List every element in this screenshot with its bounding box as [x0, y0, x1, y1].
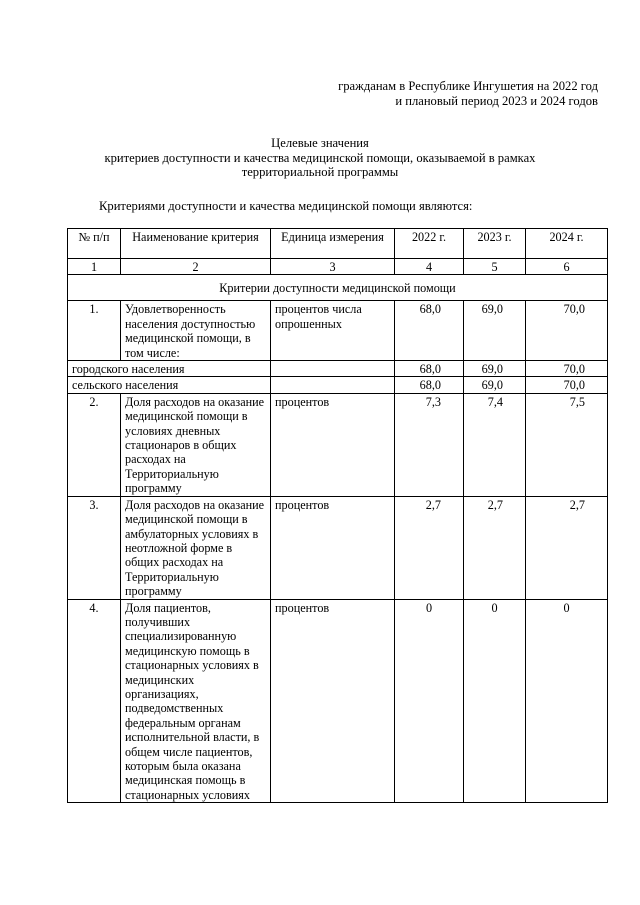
table-row	[68, 496, 608, 599]
header-cell-2024: 2024 г.	[526, 229, 608, 259]
col-number-cell: 3	[271, 259, 395, 275]
intro-text: Критериями доступности и качества медицинской помощи являются:	[99, 199, 473, 213]
row-value-2024: 70,0	[526, 301, 608, 361]
page-header	[338, 79, 598, 109]
row-num: 2.	[68, 393, 121, 496]
row-num: 1.	[68, 301, 121, 361]
header-line-2: и плановый период 2023 и 2024 годов	[395, 94, 598, 108]
row-value-2024: 70,0	[526, 377, 608, 393]
row-value-2024: 70,0	[526, 361, 608, 377]
table-row	[68, 361, 608, 377]
row-name: Доля расходов на оказание медицинской помощи в условиях дневных стационаров в общих расходах на Территориальную программу	[121, 393, 271, 496]
header-cell-num: № п/п	[68, 229, 121, 259]
row-value-2022: 68,0	[395, 377, 464, 393]
row-unit	[271, 361, 395, 377]
row-value-2023: 2,7	[464, 496, 526, 599]
title-line-3: территориальной программы	[241, 165, 399, 180]
header-cell-2022: 2022 г.	[395, 229, 464, 259]
row-unit	[271, 377, 395, 393]
row-unit: процентов	[271, 496, 395, 599]
row-value-2022: 2,7	[395, 496, 464, 599]
row-value-2023: 69,0	[464, 361, 526, 377]
row-name: Доля пациентов, получивших специализированную медицинскую помощь в стационарных условиях в медицинских организациях, подведомственных федеральным органам исполнительной власти, в общем числе пациентов, которым была оказана медицинская помощь в стационарных условиях	[121, 599, 271, 803]
title-line-2: критериев доступности и качества медицинской помощи, оказываемой в рамках	[104, 150, 536, 165]
col-number-cell: 4	[395, 259, 464, 275]
row-name: Удовлетворенность населения доступностью медицинской помощи, в том числе:	[121, 301, 271, 361]
row-value-2022: 68,0	[395, 361, 464, 377]
row-num: 4.	[68, 599, 121, 803]
table-header-row	[68, 229, 608, 259]
row-value-2023: 69,0	[464, 377, 526, 393]
header-cell-name: Наименование критерия	[121, 229, 271, 259]
column-number-row	[68, 259, 608, 275]
row-value-2023: 7,4	[464, 393, 526, 496]
row-unit: процентов числа опрошенных	[271, 301, 395, 361]
section-row	[68, 275, 608, 301]
row-value-2022: 0	[395, 599, 464, 803]
col-number-cell: 6	[526, 259, 608, 275]
row-value-2022: 7,3	[395, 393, 464, 496]
row-unit: процентов	[271, 599, 395, 803]
row-value-2023: 69,0	[464, 301, 526, 361]
row-num: 3.	[68, 496, 121, 599]
row-name: городского населения	[68, 361, 271, 377]
criteria-table	[67, 228, 608, 803]
row-value-2023: 0	[464, 599, 526, 803]
header-cell-2023: 2023 г.	[464, 229, 526, 259]
row-value-2024: 0	[526, 599, 608, 803]
col-number-cell: 5	[464, 259, 526, 275]
row-value-2024: 7,5	[526, 393, 608, 496]
row-name: сельского населения	[68, 377, 271, 393]
row-unit: процентов	[271, 393, 395, 496]
table-row	[68, 301, 608, 361]
row-value-2022: 68,0	[395, 301, 464, 361]
table-row	[68, 599, 608, 803]
header-cell-unit: Единица измерения	[271, 229, 395, 259]
row-value-2024: 2,7	[526, 496, 608, 599]
title-line-1: Целевые значения	[271, 136, 369, 150]
section-title: Критерии доступности медицинской помощи	[68, 275, 608, 301]
header-line-1: гражданам в Республике Ингушетия на 2022 год	[338, 79, 598, 93]
table-row	[68, 393, 608, 496]
row-name: Доля расходов на оказание медицинской помощи в амбулаторных условиях в неотложной форме в общих расходах на Территориальную программу	[121, 496, 271, 599]
table-row	[68, 377, 608, 393]
col-number-cell: 2	[121, 259, 271, 275]
document-title	[0, 136, 640, 180]
col-number-cell: 1	[68, 259, 121, 275]
